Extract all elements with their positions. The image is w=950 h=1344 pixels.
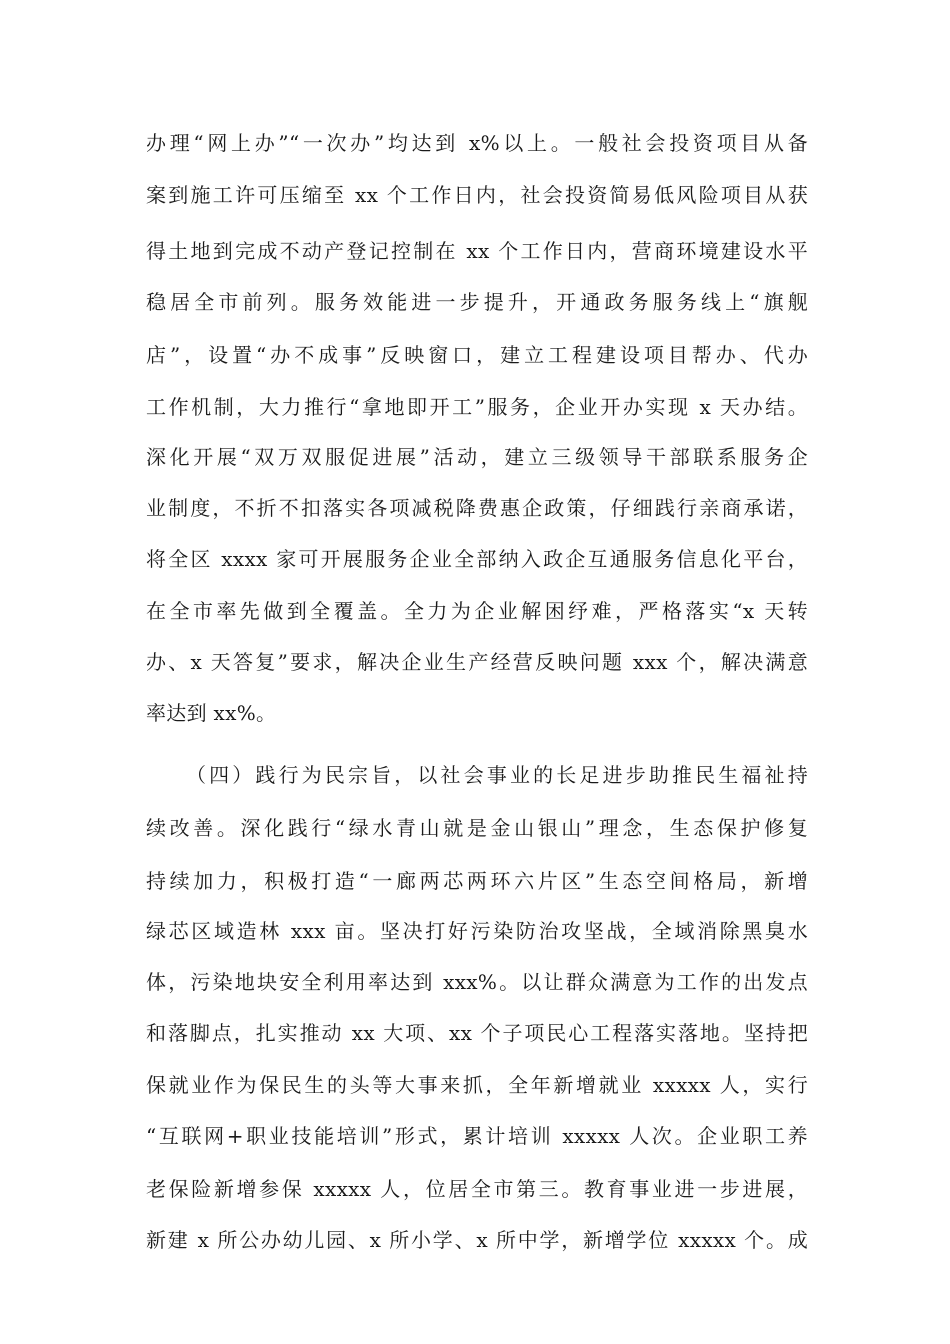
- text-line: 得土地到完成不动产登记控制在 xx 个工作日内，营商环境建设水平: [146, 239, 808, 263]
- text-line: 续改善。深化践行“绿水青山就是金山银山”理念，生态保护修复: [146, 816, 808, 840]
- text-line: 绿芯区域造林 xxx 亩。坚决打好污染防治攻坚战，全域消除黑臭水: [146, 919, 808, 943]
- text-line: 案到施工许可压缩至 xx 个工作日内，社会投资简易低风险项目从获: [146, 183, 808, 207]
- text-line: 店”，设置“办不成事”反映窗口，建立工程建设项目帮办、代办: [146, 343, 808, 367]
- text-line: 稳居全市前列。服务效能进一步提升，开通政务服务线上“旗舰: [146, 290, 808, 314]
- text-line: “互联网+职业技能培训”形式，累计培训 xxxxx 人次。企业职工养: [146, 1124, 808, 1148]
- text-line: 将全区 xxxx 家可开展服务企业全部纳入政企互通服务信息化平台，: [146, 547, 808, 571]
- text-line: 深化开展“双万双服促进展”活动，建立三级领导干部联系服务企: [146, 445, 808, 469]
- text-line: 和落脚点，扎实推动 xx 大项、xx 个子项民心工程落实落地。坚持把: [146, 1021, 808, 1045]
- text-line: 持续加力，积极打造“一廊两芯两环六片区”生态空间格局，新增: [146, 869, 808, 893]
- text-line: 保就业作为保民生的头等大事来抓，全年新增就业 xxxxx 人，实行: [146, 1073, 808, 1097]
- text-line: 在全市率先做到全覆盖。全力为企业解困纾难，严格落实“x 天转: [146, 599, 808, 623]
- section-heading-line: （四）践行为民宗旨，以社会事业的长足进步助推民生福祉持: [186, 763, 808, 787]
- text-line: 工作机制，大力推行“拿地即开工”服务，企业开办实现 x 天办结。: [146, 395, 808, 419]
- text-line: 业制度，不折不扣落实各项减税降费惠企政策，仔细践行亲商承诺，: [146, 496, 808, 520]
- text-line: 率达到 xx%。: [146, 701, 277, 725]
- text-line: 老保险新增参保 xxxxx 人，位居全市第三。教育事业进一步进展，: [146, 1177, 808, 1201]
- text-line: 办理“网上办”“一次办”均达到 x%以上。一般社会投资项目从备: [146, 131, 808, 155]
- text-line: 体，污染地块安全利用率达到 xxx%。以让群众满意为工作的出发点: [146, 970, 808, 994]
- text-line: 办、x 天答复”要求，解决企业生产经营反映问题 xxx 个，解决满意: [146, 650, 808, 674]
- text-line: 新建 x 所公办幼儿园、x 所小学、x 所中学，新增学位 xxxxx 个。成: [146, 1228, 808, 1252]
